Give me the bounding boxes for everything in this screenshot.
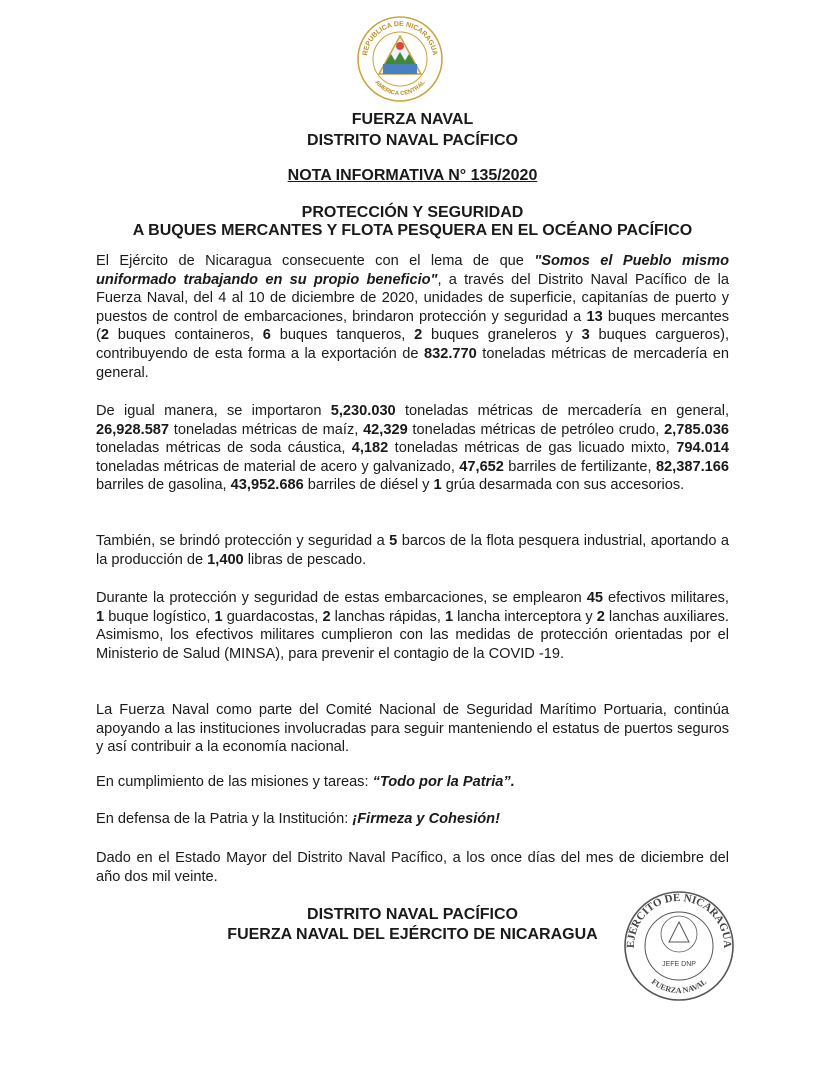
paragraph-fishing-fleet: También, se brindó protección y seguridad a 5 barcos de la flota pesquera industrial, aportando a la producción de 1,400 libras de pescado. [96, 533, 730, 568]
svg-text:AMERICA CENTRAL: AMERICA CENTRAL [373, 79, 427, 98]
header-fuerza-naval: FUERZA NAVAL [351, 111, 474, 128]
nicaragua-coat-of-arms-seal [355, 14, 445, 104]
paragraph-resources-employed: Durante la protección y seguridad de estas embarcaciones, se emplearon 45 efectivos militares, 1 buque logístico, 1 guardacostas, 2 lanchas rápidas, 1 lancha interceptora y 2 lanchas auxiliares. Asimismo, los efectivos militares cumplieron con las medidas de protección orientadas por el Ministerio de Salud (MINSA), para prevenir el contagio de la COVID -19. [96, 590, 729, 662]
svg-text:JEFE DNP: JEFE DNP [662, 961, 696, 968]
svg-text:REPUBLICA DE NICARAGUA: REPUBLICA DE NICARAGUA [362, 20, 438, 57]
paragraph-date: Dado en el Estado Mayor del Distrito Naval Pacífico, a los once días del mes de diciembre del año dos mil veinte. [96, 850, 729, 885]
title-line-1: PROTECCIÓN Y SEGURIDAD [301, 204, 524, 221]
title-line-2: A BUQUES MERCANTES Y FLOTA PESQUERA EN EL OCÉANO PACÍFICO [132, 222, 693, 239]
svg-text:EJÉRCITO DE NICARAGUA: EJÉRCITO DE NICARAGUA [624, 891, 734, 949]
paragraph-committee: La Fuerza Naval como parte del Comité Nacional de Seguridad Marítimo Portuaria, continúa apoyando a las instituciones involucradas para seguir manteniendo el estatus de puertos seguros y así contribuir a la economía nacional. [96, 702, 729, 756]
header-distrito-naval: DISTRITO NAVAL PACÍFICO [307, 132, 518, 149]
paragraph-motto-firmeza: En defensa de la Patria y la Institución: ¡Firmeza y Cohesión! [96, 811, 500, 827]
signature-line-2: FUERZA NAVAL DEL EJÉRCITO DE NICARAGUA [227, 926, 598, 943]
paragraph-exports: El Ejército de Nicaragua consecuente con el lema de que "Somos el Pueblo mismo uniformado trabajando en su propio beneficio", a través del Distrito Naval Pacífico de la Fuerza Naval, del 4 al 10 de diciembre de 2020, unidades de superficie, capitanías de puerto y puestos de control de embarcaciones, brindaron protección y seguridad a 13 buques mercantes (2 buques containeros, 6 buques tanqueros, 2 buques graneleros y 3 buques cargueros), contribuyendo de esta forma a la exportación de 832.770 toneladas métricas de mercadería en general. [96, 253, 730, 381]
signature-line-1: DISTRITO NAVAL PACÍFICO [307, 906, 518, 923]
paragraph-motto-patria: En cumplimiento de las misiones y tareas: “Todo por la Patria”. [96, 774, 515, 790]
svg-text:FUERZA NAVAL: FUERZA NAVAL [649, 977, 709, 996]
note-number: NOTA INFORMATIVA N° 135/2020 [287, 167, 538, 184]
official-stamp [614, 888, 744, 1003]
paragraph-imports: De igual manera, se importaron 5,230.030 toneladas métricas de mercadería en general, 26,928.587 toneladas métricas de maíz, 42,329 toneladas métricas de petróleo crudo, 2,785.036 toneladas métricas de soda cáustica, 4,182 toneladas métricas de gas licuado mixto, 794.014 toneladas métricas de material de acero y galvanizado, 47,652 barriles de fertilizante, 82,387.166 barriles de gasolina, 43,952.686 barriles de diésel y 1 grúa desarmada con sus accesorios. [96, 403, 729, 494]
